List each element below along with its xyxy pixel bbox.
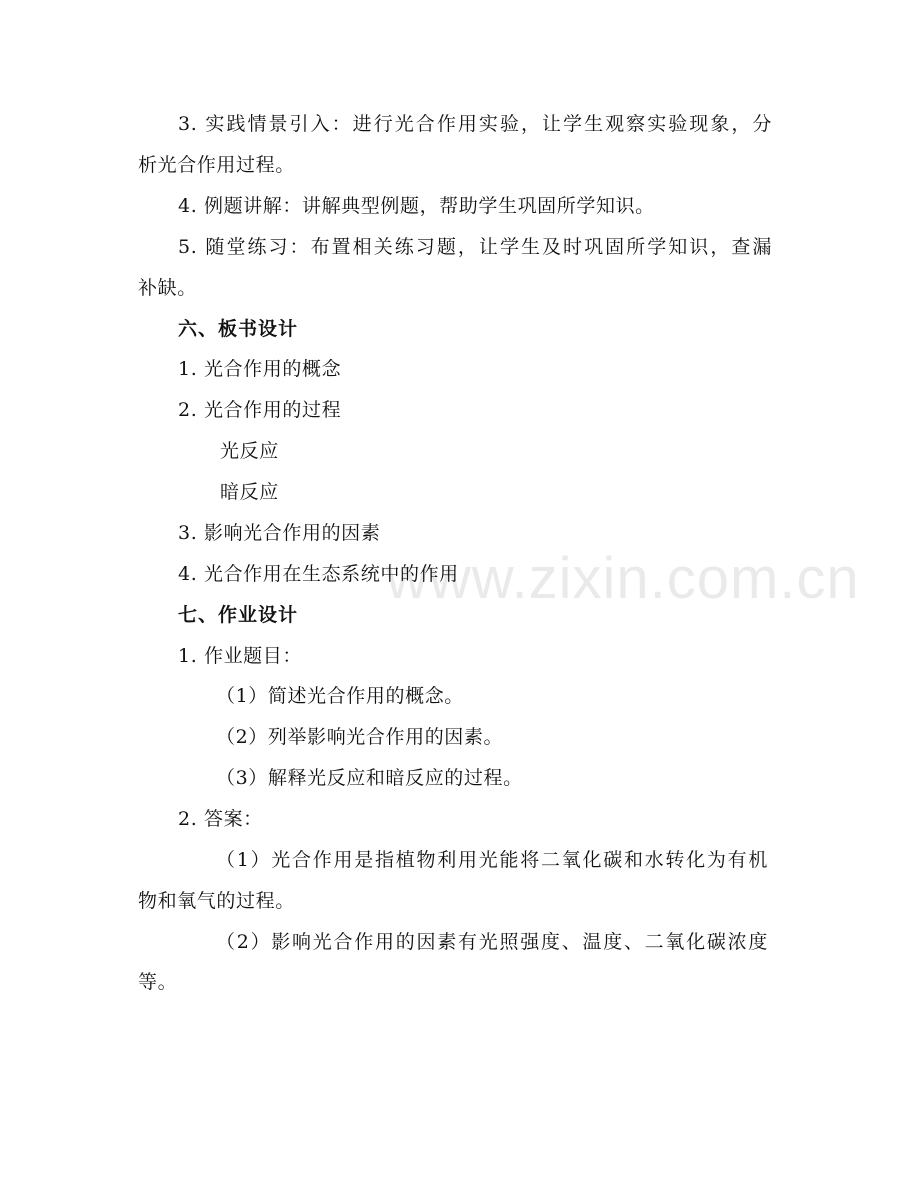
homework-answer-2-continued: 等。 <box>138 971 178 993</box>
list-item-practice-intro: 3. 实践情景引入：进行光合作用实验，让学生观察实验现象，分 <box>178 113 772 135</box>
board-subitem-dark-reaction: 暗反应 <box>220 481 279 503</box>
list-item-practice-intro-continued: 析光合作用过程。 <box>138 154 295 176</box>
board-item-ecosystem-role: 4. 光合作用在生态系统中的作用 <box>178 563 459 585</box>
homework-answer-1: （1）光合作用是指植物利用光能将二氧化碳和水转化为有机 <box>216 849 768 871</box>
homework-answer-1-continued: 物和氧气的过程。 <box>138 890 295 912</box>
board-item-concept: 1. 光合作用的概念 <box>178 358 342 380</box>
list-item-class-exercise-continued: 补缺。 <box>138 277 197 299</box>
homework-question-2: （2）列举影响光合作用的因素。 <box>216 726 504 748</box>
homework-question-3: （3）解释光反应和暗反应的过程。 <box>216 767 523 789</box>
homework-question-1: （1）简述光合作用的概念。 <box>216 685 464 707</box>
homework-item-answers: 2. 答案： <box>178 808 263 830</box>
board-subitem-light-reaction: 光反应 <box>220 440 279 462</box>
watermark: www.zixin.com.cn <box>386 546 860 611</box>
board-item-factors: 3. 影响光合作用的因素 <box>178 522 381 544</box>
list-item-class-exercise: 5. 随堂练习：布置相关练习题，让学生及时巩固所学知识，查漏 <box>178 236 772 258</box>
board-item-process: 2. 光合作用的过程 <box>178 399 342 421</box>
section-heading-homework-design: 七、作业设计 <box>178 604 299 626</box>
homework-item-questions: 1. 作业题目： <box>178 645 302 667</box>
homework-answer-2: （2）影响光合作用的因素有光照强度、温度、二氧化碳浓度 <box>216 931 768 953</box>
section-heading-board-design: 六、板书设计 <box>178 318 299 340</box>
list-item-example-explanation: 4. 例题讲解：讲解典型例题，帮助学生巩固所学知识。 <box>178 195 655 217</box>
